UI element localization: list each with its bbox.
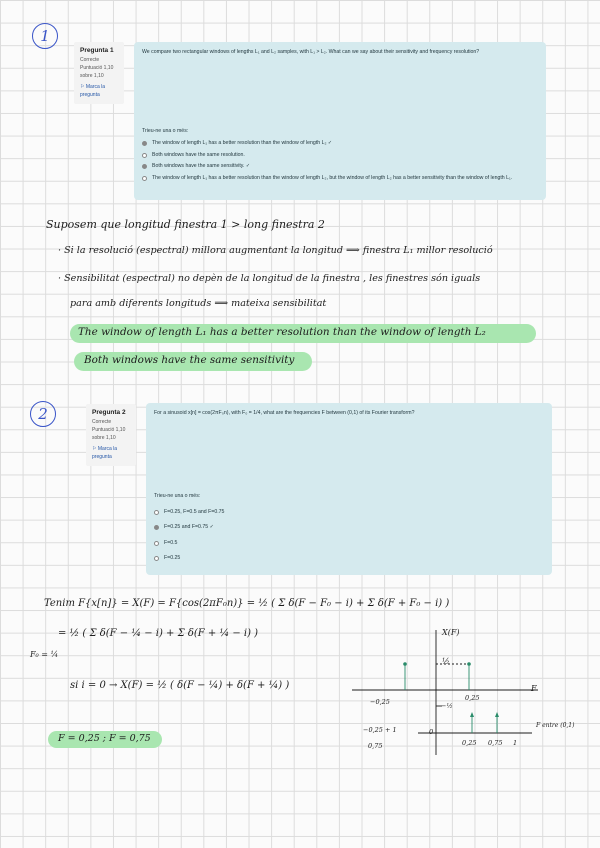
tick-label: 0,75	[488, 739, 503, 747]
radio[interactable]	[154, 510, 159, 515]
impulse-dot	[403, 662, 407, 666]
answer-option[interactable]	[142, 152, 537, 160]
option-label: F=0.5	[164, 540, 178, 546]
graph-half: ½	[442, 657, 450, 666]
graph-ylabel: X(F)	[442, 628, 460, 637]
checkbox[interactable]	[142, 153, 147, 158]
question-score: Puntuació 1,10	[80, 65, 114, 72]
question-score-max: sobre 1,10	[80, 73, 104, 80]
question-status: Correcte	[80, 57, 100, 64]
option-label: F=0.25, F=0.5 and F=0.75	[164, 509, 225, 515]
answer-option[interactable]	[142, 140, 537, 148]
flag-question-link[interactable]: ⚐ Marca la pregunta	[92, 446, 118, 461]
calc-note: 0,75	[368, 742, 383, 750]
note-line: para amb diferents longituds ⟹ mateixa sensibilitat	[70, 298, 327, 309]
graph-xlabel: F	[531, 684, 537, 693]
equation: si i = 0 → X(F) = ½ ( δ(F − ¼) + δ(F + ¼) )	[70, 680, 290, 691]
f0-note: F₀ = ¼	[30, 650, 59, 659]
highlighted-answer: Both windows have the same sensitivity	[84, 354, 295, 366]
tick-label: 0	[429, 728, 434, 736]
question-info-2	[86, 404, 136, 466]
tick-label: −0,25	[370, 698, 390, 706]
note-line: Suposem que longitud finestra 1 > long finestra 2	[46, 218, 325, 231]
question-score-max: sobre 1,10	[92, 435, 116, 442]
flag-question-link[interactable]: ⚐ Marca la pregunta	[80, 84, 106, 99]
option-label: The window of length L₁ has a better resolution than the window of length L₂ ✓	[152, 140, 333, 146]
answer-option[interactable]	[154, 509, 224, 517]
answer-option[interactable]	[142, 163, 537, 171]
note-line: · Si la resolució (espectral) millora augmentant la longitud ⟹ finestra L₁ millor resolució	[58, 245, 493, 256]
impulse-arrow	[495, 712, 499, 717]
question-title: Pregunta 2	[92, 409, 126, 416]
tick-label: 1	[513, 739, 518, 747]
tick-label: 0,25	[465, 694, 480, 702]
question-number-2: 2	[30, 401, 56, 427]
impulse-arrow	[470, 712, 474, 717]
option-label: F=0.25	[164, 555, 181, 561]
equation: Tenim F{x[n]} = X(F) = F{cos(2πF₀n)} = ½ ( Σ δ(F − F₀ − i) + Σ δ(F + F₀ − i) )	[44, 598, 450, 609]
flag-label: Marca la pregunta	[80, 84, 106, 99]
question-info-1	[74, 42, 124, 104]
question-text: For a sinusoid x[n] = cos(2πF₀n), with F₀ = 1/4, what are the frequencies F between (0,1) of its Fourier transform?	[154, 410, 415, 416]
impulse-dot	[467, 662, 471, 666]
option-label: The window of length L₁ has a better resolution than the window of length L₂, but the window of length L₂ has a better sensitivity than the window of length L₁.	[152, 175, 513, 181]
question-box-2	[146, 403, 552, 575]
equation: = ½ ( Σ δ(F − ¼ − i) + Σ δ(F + ¼ − i) )	[58, 628, 259, 639]
highlighted-answer: The window of length L₁ has a better resolution than the window of length L₂	[78, 326, 486, 338]
question-score: Puntuació 1,10	[92, 427, 126, 434]
calc-note: −0,25 + 1	[363, 726, 397, 734]
answer-option[interactable]	[154, 555, 180, 563]
question-status: Correcte	[92, 419, 112, 426]
checkbox[interactable]	[142, 176, 147, 181]
flag-label: Marca la pregunta	[92, 446, 118, 461]
answer-option[interactable]	[154, 540, 177, 548]
tick-label: −½	[441, 702, 453, 710]
option-label: Both windows have the same resolution.	[152, 152, 245, 158]
tick-label: 0,25	[462, 739, 477, 747]
final-answer: F = 0,25 ; F = 0,75	[58, 733, 151, 744]
checkbox[interactable]	[142, 164, 147, 169]
answer-label: Trieu-ne una o més:	[154, 493, 201, 499]
question-number-1: 1	[32, 23, 58, 49]
answer-label: Trieu-ne una o més:	[142, 128, 189, 134]
checkbox[interactable]	[142, 141, 147, 146]
question-title: Pregunta 1	[80, 47, 114, 54]
option-label: F=0.25 and F=0.75 ✓	[164, 524, 214, 530]
option-label: Both windows have the same sensitivity. ✓	[152, 163, 251, 169]
radio[interactable]	[154, 556, 159, 561]
answer-option[interactable]	[142, 175, 537, 183]
radio[interactable]	[154, 525, 159, 530]
radio[interactable]	[154, 541, 159, 546]
graph-note: F entre (0,1)	[536, 722, 575, 729]
note-line: · Sensibilitat (espectral) no depèn de la longitud de la finestra , les finestres són iguals	[58, 273, 481, 284]
question-text: We compare two rectangular windows of lengths L₁ and L₂ samples, with L₁ > L₂. What can we say about their sensitivity and frequency resolution?	[142, 49, 480, 55]
answer-option[interactable]	[154, 524, 214, 532]
